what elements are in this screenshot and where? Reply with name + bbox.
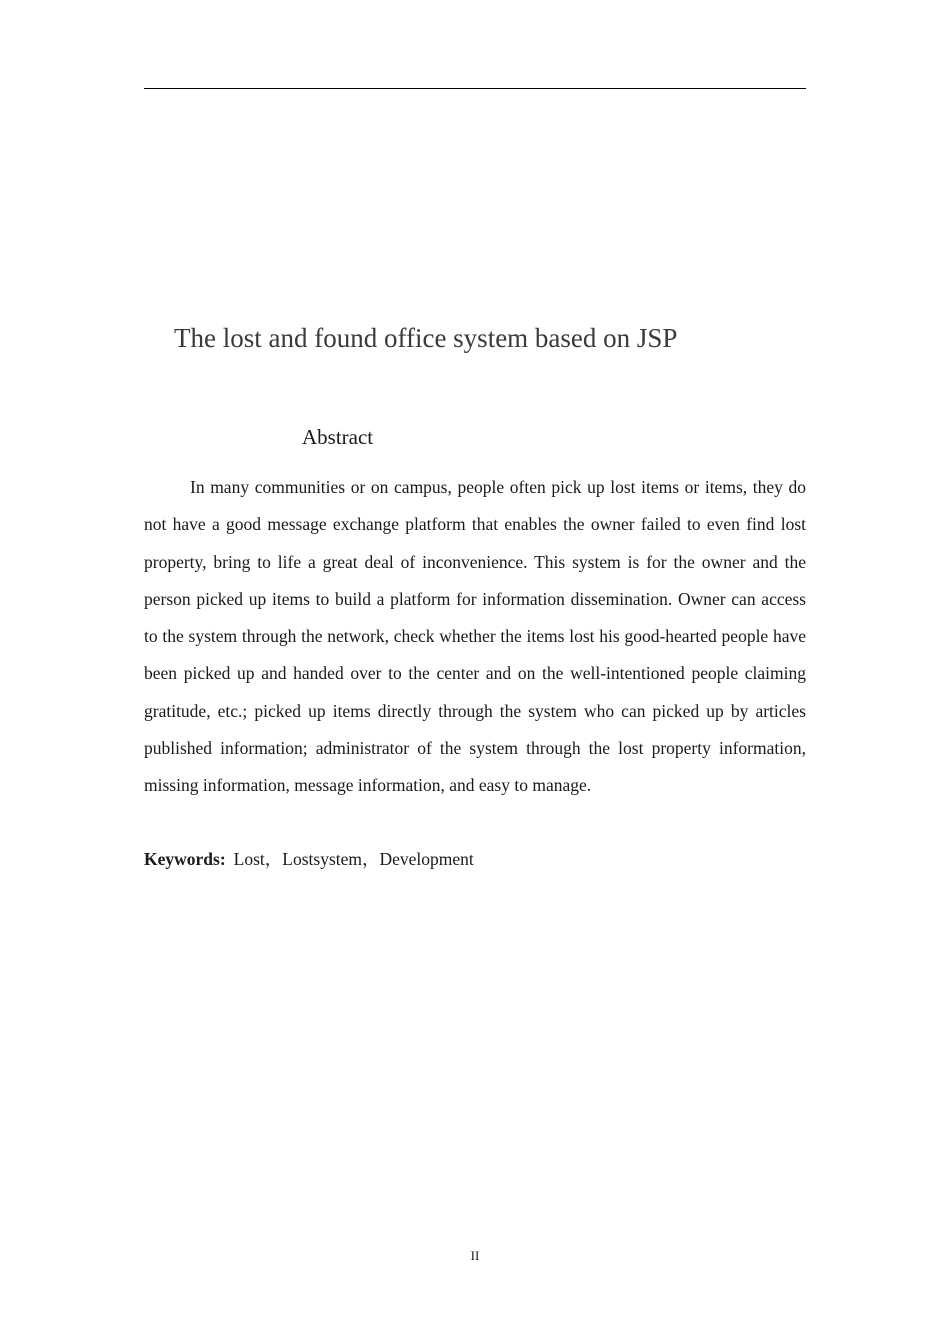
abstract-body: In many communities or on campus, people often pick up lost items or items, they do not have a good message exchange platform that enables the owner failed to even find lost property, bring to life a great deal of inconvenience. This system is for the owner and the person picked up items to build a platform for information dissemination. Owner can access to the system through the network, check whether the items lost his good-hearted people have been picked up and handed over to the center and on the well-intentioned people claiming gratitude, etc.; picked up items directly through the system who can picked up by articles published information; administrator of the system through the lost property information, missing information, message information, and easy to manage.	[144, 477, 806, 796]
keywords-value: Lost，Lostsystem，Development	[233, 849, 474, 869]
keywords-label: Keywords:	[144, 849, 226, 869]
document-title: The lost and found office system based on JSP	[174, 323, 678, 353]
header-rule	[144, 88, 806, 89]
keywords-line	[144, 845, 806, 873]
abstract-heading: Abstract	[302, 425, 374, 449]
page-number: II	[470, 1248, 480, 1263]
